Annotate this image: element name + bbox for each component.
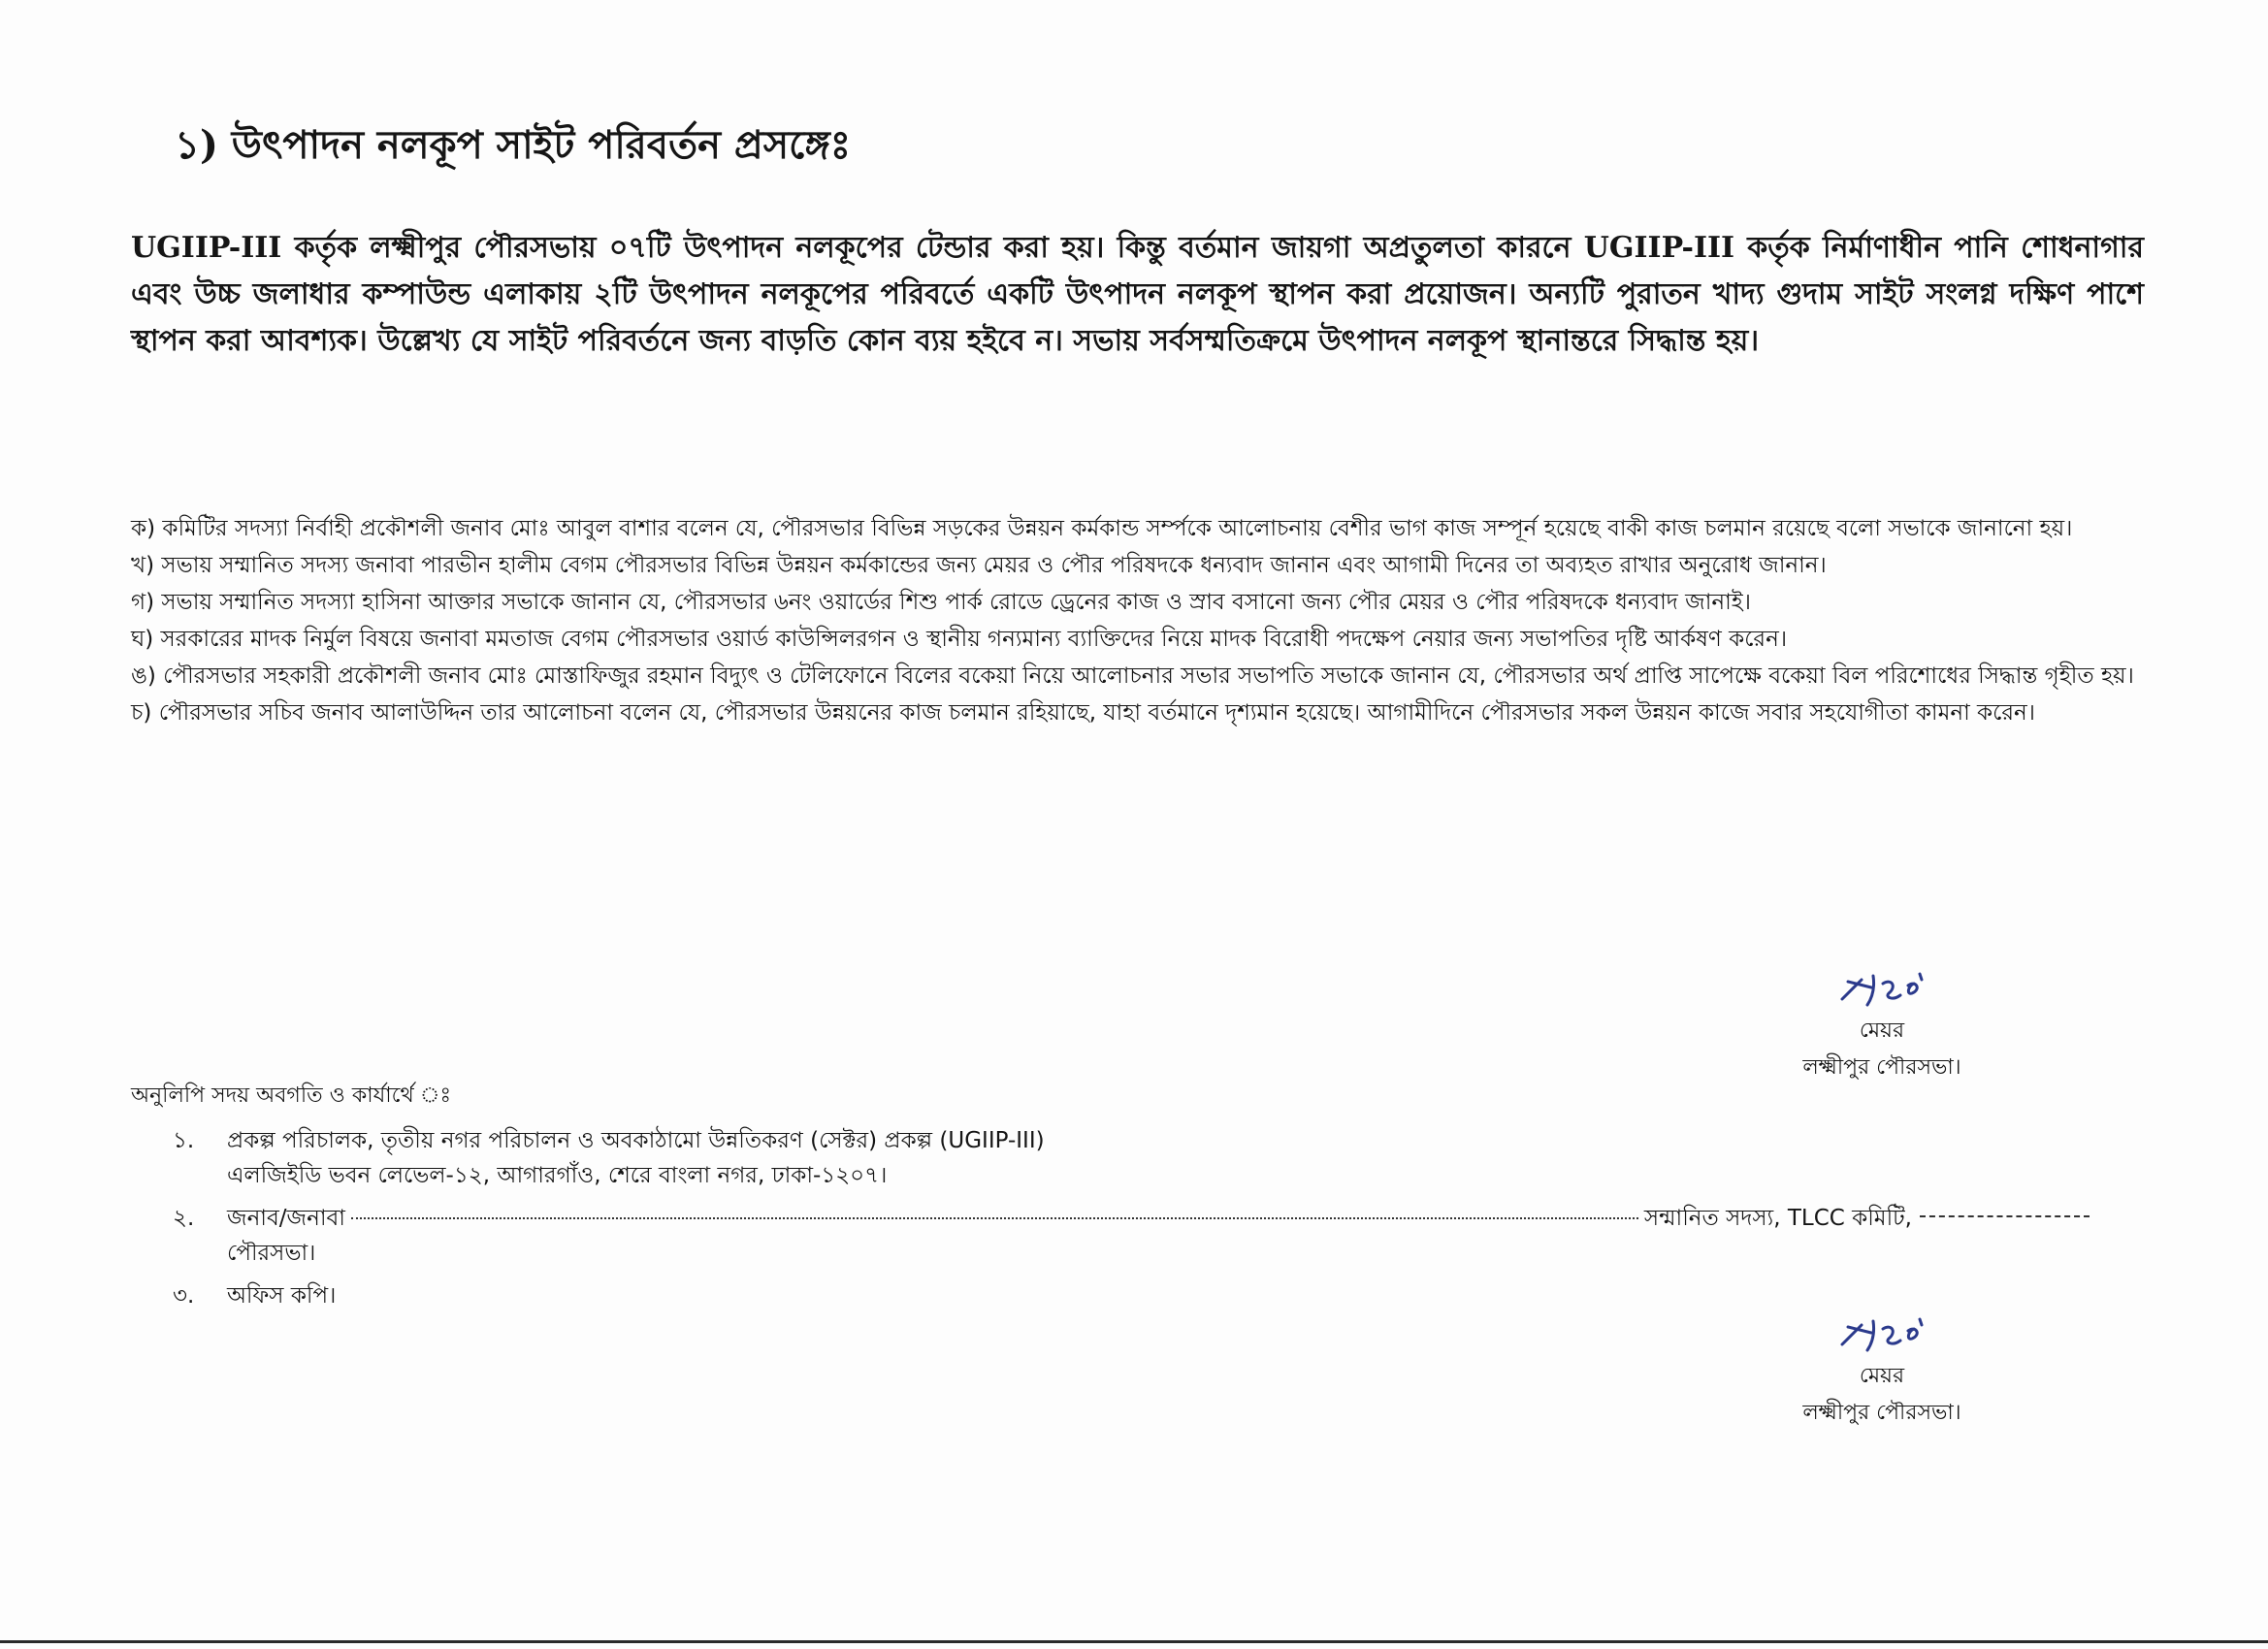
signer-title: মেয়র	[1859, 1364, 1905, 1388]
recipient-line: অফিস কপি।	[227, 1283, 337, 1309]
list-item: ঘ) সরকারের মাদক নির্মুল বিষয়ে জনাবা মমতাজ বেগম পৌরসভার ওয়ার্ড কাউন্সিলরগন ও স্থানীয় গন্যমান্য ব্যাক্তিদের নিয়ে মাদক বিরোধী পদক্ষেপ নেয়ার জন্য সভাপতির দৃষ্টি আর্কষণ করেন।	[131, 627, 1788, 652]
copy-to-item	[173, 1278, 2113, 1313]
recipient-fill-line	[227, 1201, 2090, 1236]
handwritten-signature-icon	[1829, 966, 1935, 1013]
page-bottom-rule	[0, 1640, 2268, 1643]
discussion-list	[131, 512, 2144, 733]
signer-org: লক্ষ্মীপুর পৌরসভা।	[1802, 1401, 1961, 1425]
signature-block-top	[1756, 966, 2008, 1086]
signer-title: মেয়র	[1859, 1018, 1905, 1043]
copy-to-item	[173, 1201, 2113, 1271]
item-number: ১.	[173, 1128, 195, 1153]
copy-to-list	[173, 1123, 2113, 1321]
list-item: ঙ) পৌরসভার সহকারী প্রকৌশলী জনাব মোঃ মোস্তাফিজুর রহমান বিদ্যুৎ ও টেলিফোনে বিলের বকেয়া নিয়ে আলোচনার সভার সভাপতি সভাকে জানান যে, পৌরসভার অর্থ প্রাপ্তি সাপেক্ষে বকেয়া বিল পরিশোধের সিদ্ধান্ত গৃহীত হয়।	[131, 663, 2134, 689]
dashed-blank	[1920, 1215, 2090, 1217]
signature-block-bottom	[1756, 1311, 2008, 1432]
recipient-line: প্রকল্প পরিচালক, তৃতীয় নগর পরিচালন ও অবকাঠামো উন্নতিকরণ (সেক্টর) প্রকল্প (UGIIP-III)	[227, 1128, 1045, 1153]
list-item: চ) পৌরসভার সচিব জনাব আলাউদ্দিন তার আলোচনা বলেন যে, পৌরসভার উন্নয়নের কাজ চলমান রহিয়াছে, যাহা বর্তমানে দৃশ্যমান হয়েছে। আগামীদিনে পৌরসভার সকল উন্নয়ন কাজে সবার সহযোগীতা কামনা করেন।	[131, 700, 2035, 726]
list-item: গ) সভায় সম্মানিত সদস্যা হাসিনা আক্তার সভাকে জানান যে, পৌরসভার ৬নং ওয়ার্ডের শিশু পার্ক রোডে ড্রেনের কাজ ও স্রাব বসানো জন্য পৌর মেয়র ও পৌর পরিষদকে ধন্যবাদ জানাই।	[131, 590, 1751, 615]
list-item: খ) সভায় সম্মানিত সদস্য জনাবা পারভীন হালীম বেগম পৌরসভার বিভিন্ন উন্নয়ন কর্মকান্ডের জন্য মেয়র ও পৌর পরিষদকে ধন্যবাদ জানান এবং আগামী দিনের তা অব্যহত রাখার অনুরোধ জানান।	[131, 553, 1827, 578]
recipient-suffix: সন্মানিত সদস্য, TLCC কমিটি,	[1643, 1206, 1912, 1231]
recipient-address: এলজিইডি ভবন লেভেল-১২, আগারগাঁও, শেরে বাংলা নগর, ঢাকা-১২০৭।	[227, 1163, 888, 1188]
recipient-prefix: জনাব/জনাবা	[227, 1206, 345, 1231]
main-paragraph: UGIIP-III কর্তৃক লক্ষ্মীপুর পৌরসভায় ০৭টি উৎপাদন নলকূপের টেন্ডার করা হয়। কিন্তু বর্তমান জায়গা অপ্রতুলতা কারনে UGIIP-III কর্তৃক নির্মাণাধীন পানি শোধনাগার এবং উচ্চ জলাধার কম্পাউন্ড এলাকায় ২টি উৎপাদন নলকূপের পরিবর্তে একটি উৎপাদন নলকূপ স্থাপন করা প্রয়োজন। অন্যটি পুরাতন খাদ্য গুদাম সাইট সংলগ্ন দক্ষিণ পাশে স্থাপন করা আবশ্যক। উল্লেখ্য যে সাইট পরিবর্তনে জন্য বাড়তি কোন ব্যয় হইবে ন। সভায় সর্বসম্মতিক্রমে উৎপাদন নলকূপ স্থানান্তরে সিদ্ধান্ত হয়।	[131, 231, 2144, 358]
copy-to-heading: অনুলিপি সদয় অবগতি ও কার্যার্থে ঃ	[131, 1083, 452, 1108]
handwritten-signature-icon	[1829, 1311, 1935, 1358]
recipient-org: পৌরসভা।	[227, 1241, 316, 1266]
item-number: ৩.	[173, 1283, 195, 1309]
copy-to-item	[173, 1123, 2113, 1193]
dotted-blank	[351, 1217, 1638, 1219]
section-heading: ১) উৎপাদন নলকূপ সাইট পরিবর্তন প্রসঙ্গেঃ	[175, 122, 852, 168]
signer-org: লক্ষ্মীপুর পৌরসভা।	[1802, 1055, 1961, 1080]
item-number: ২.	[173, 1206, 195, 1231]
list-item: ক) কমিটির সদস্যা নির্বাহী প্রকৌশলী জনাব মোঃ আবুল বাশার বলেন যে, পৌরসভার বিভিন্ন সড়কের উন্নয়ন কর্মকান্ড সর্ম্পকে আলোচনায় বেশীর ভাগ কাজ সম্পূর্ন হয়েছে বাকী কাজ চলমান রয়েছে বলো সভাকে জানানো হয়।	[131, 516, 2073, 541]
